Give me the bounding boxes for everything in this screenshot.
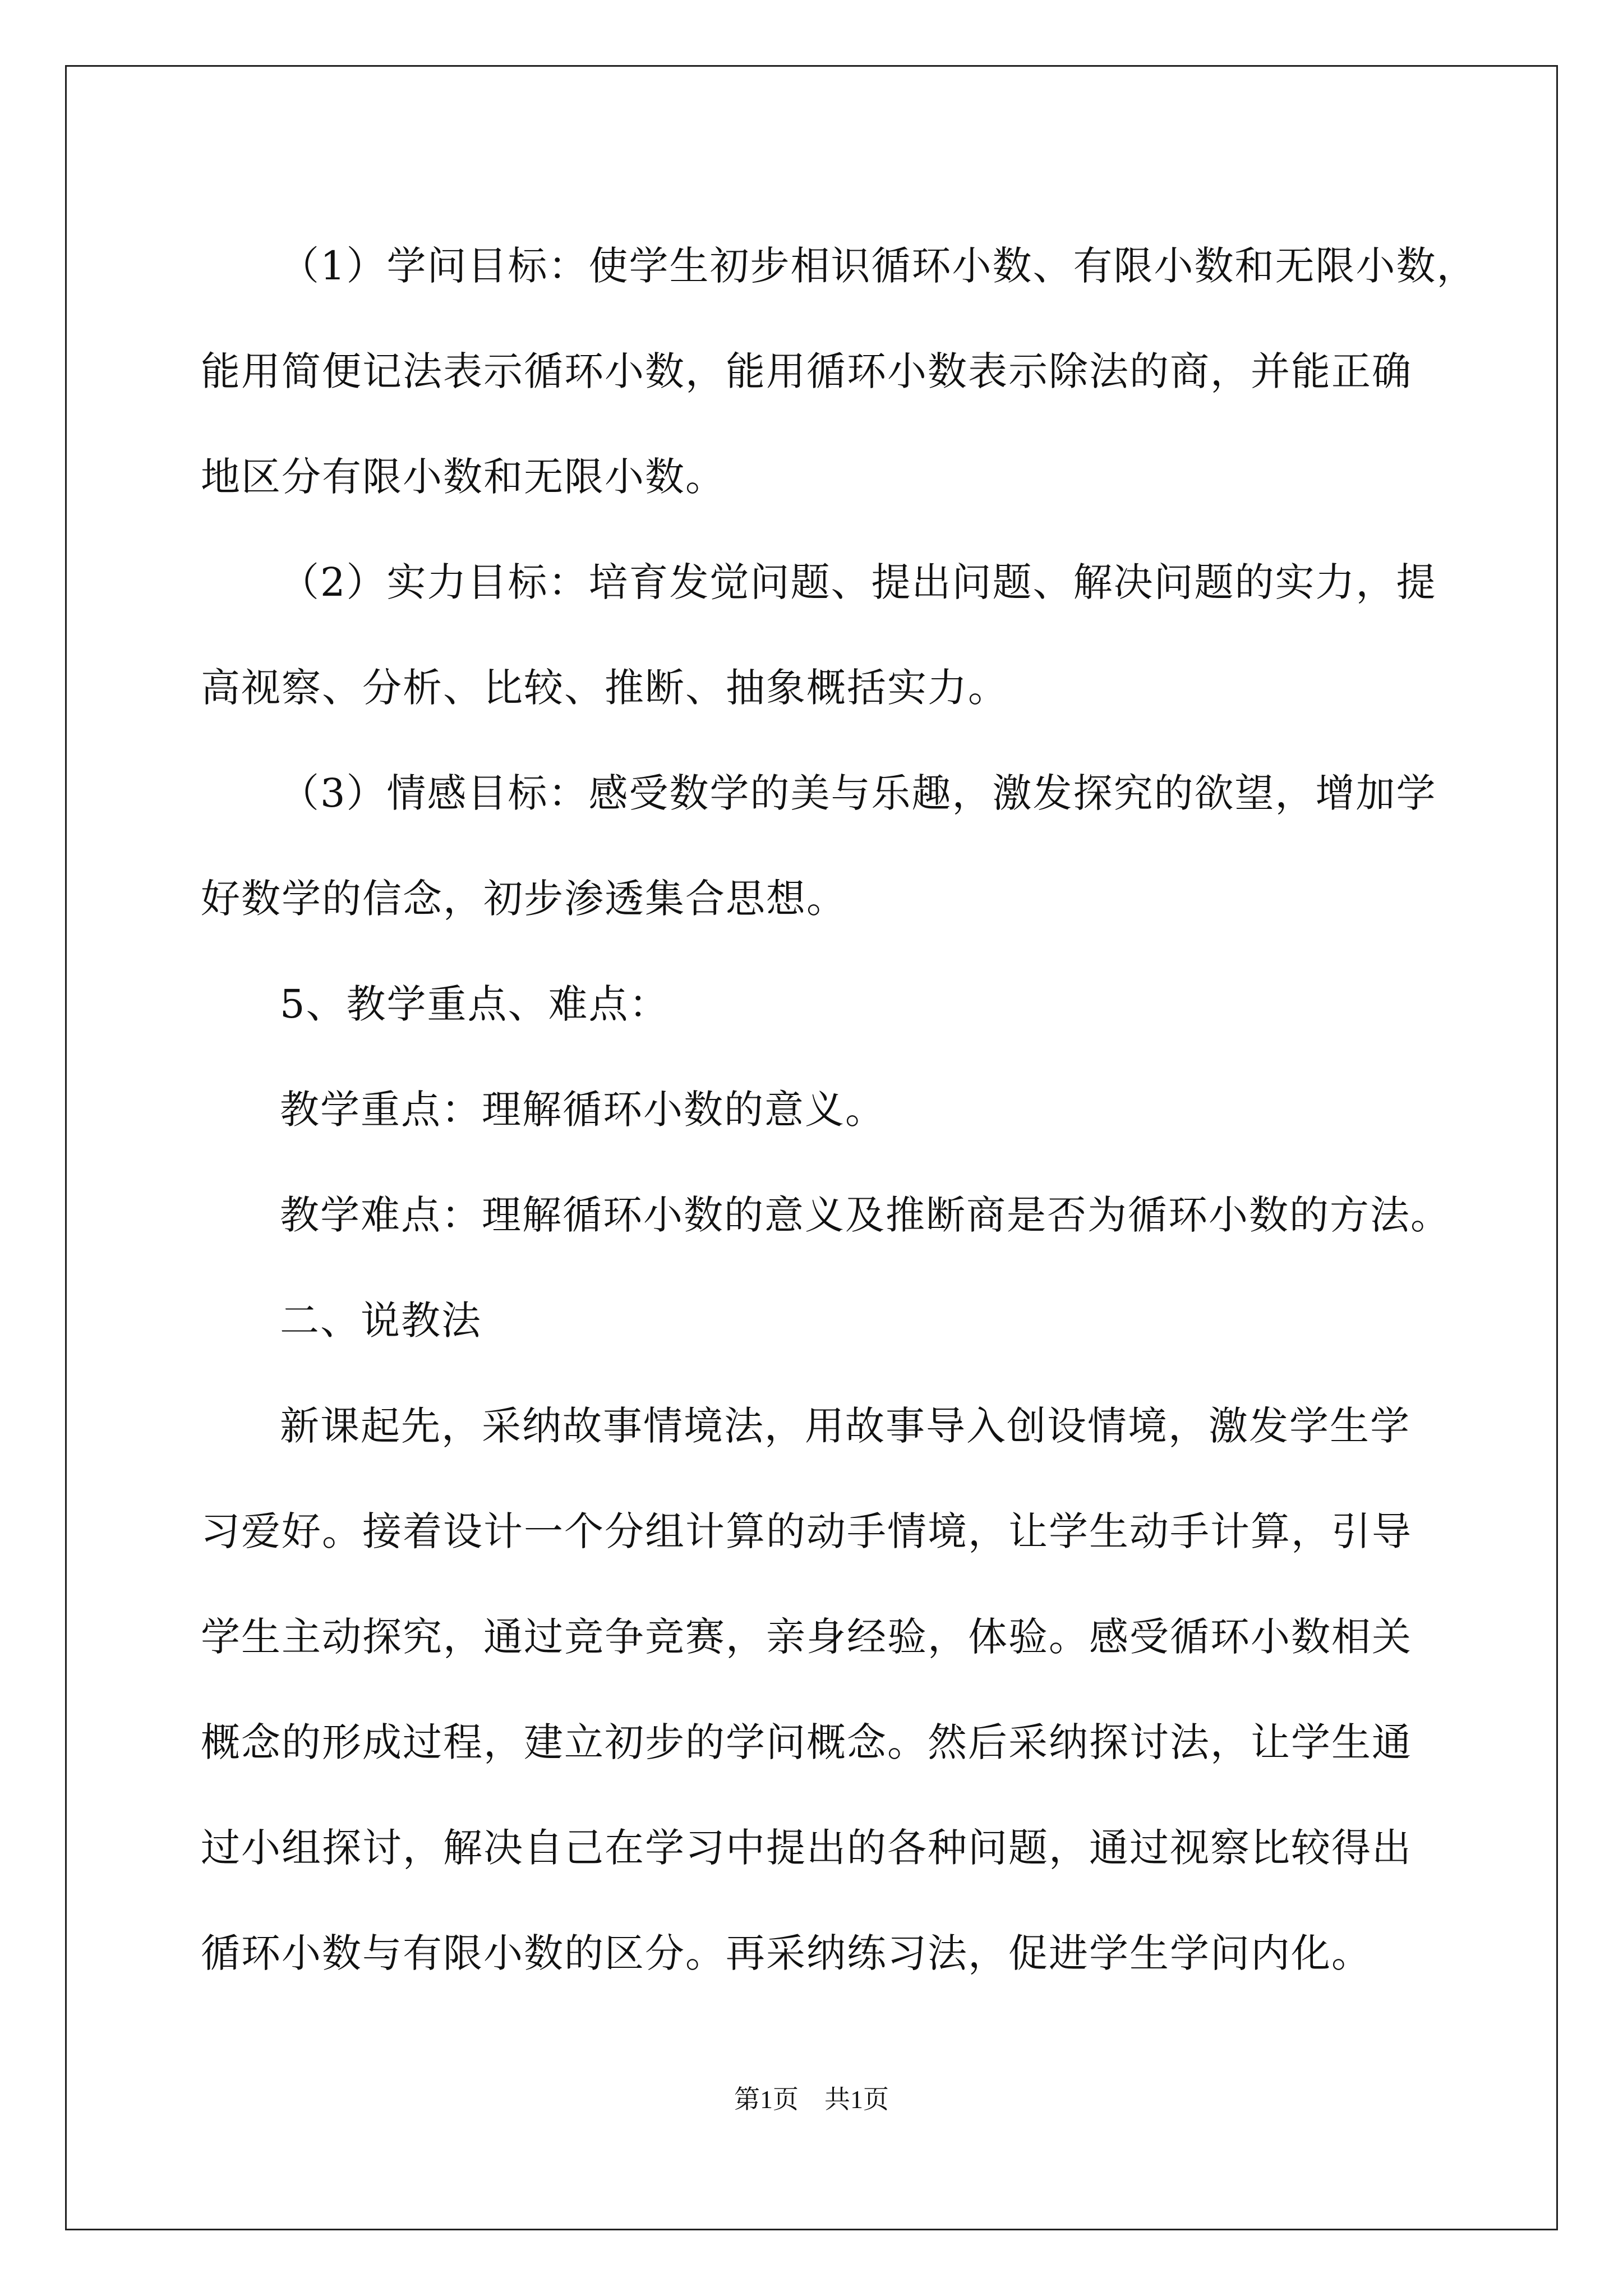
page-footer: 第1页 共1页 [734, 2085, 889, 2114]
text-line: 教学重点：理解循环小数的意义。 [280, 1087, 886, 1133]
text-line: 概念的形成过程，建立初步的学问概念。然后采纳探讨法，让学生通 [201, 1719, 1412, 1765]
section-heading: 二、说教法 [280, 1297, 482, 1343]
text-line: （1）学问目标：使学生初步相识循环小数、有限小数和无限小数， [280, 243, 1477, 289]
text-line: 学生主动探究，通过竞争竞赛，亲身经验，体验。感受循环小数相关 [201, 1614, 1412, 1660]
text-line: 习爱好。接着设计一个分组计算的动手情境，让学生动手计算，引导 [201, 1508, 1412, 1554]
text-line: 过小组探讨，解决自己在学习中提出的各种问题，通过视察比较得出 [201, 1825, 1412, 1871]
text-line: 地区分有限小数和无限小数。 [201, 454, 726, 500]
text-line: 能用简便记法表示循环小数，能用循环小数表示除法的商，并能正确 [201, 348, 1412, 394]
document-body [201, 213, 1477, 2006]
text-line: 新课起先，采纳故事情境法，用故事导入创设情境，激发学生学 [280, 1403, 1410, 1449]
text-line: 高视察、分析、比较、推断、抽象概括实力。 [201, 665, 1008, 711]
text-line: 循环小数与有限小数的区分。再采纳练习法，促进学生学问内化。 [201, 1930, 1372, 1976]
text-line: （3）情感目标：感受数学的美与乐趣，激发探究的欲望，增加学 [280, 770, 1437, 816]
text-line: 好数学的信念，初步渗透集合思想。 [201, 876, 847, 922]
text-line: 教学难点：理解循环小数的意义及推断商是否为循环小数的方法。 [280, 1192, 1451, 1238]
section-heading: 5、教学重点、难点： [280, 981, 670, 1027]
text-line: （2）实力目标：培育发觉问题、提出问题、解决问题的实力，提 [280, 559, 1437, 605]
